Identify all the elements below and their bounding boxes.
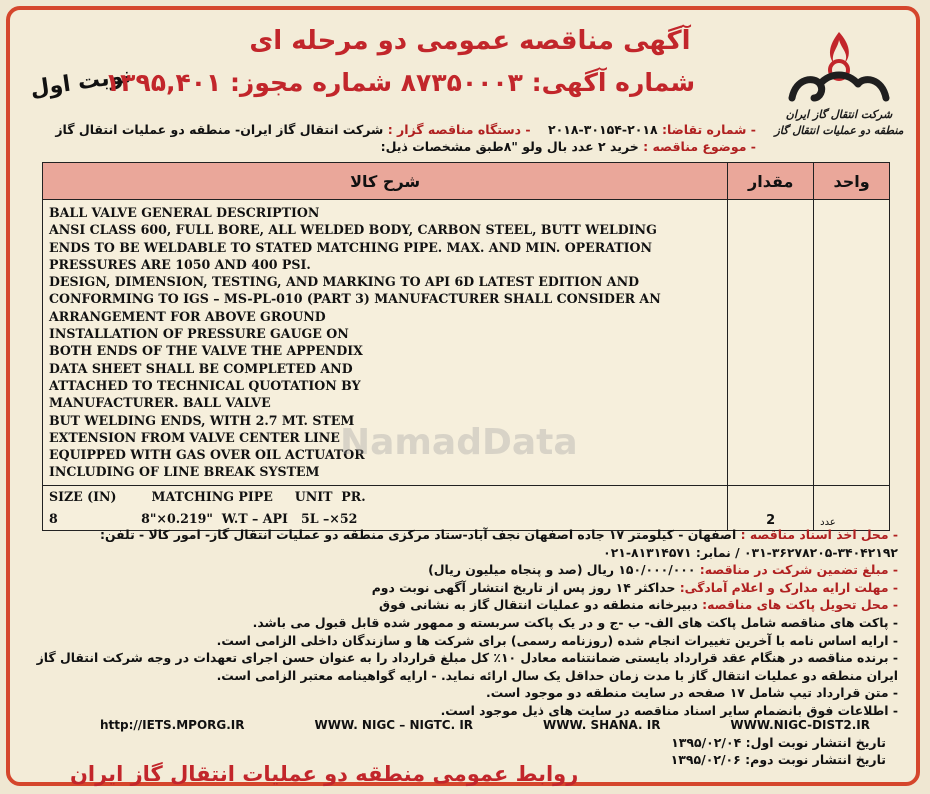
info-text: - برنده مناقصه در هنگام عقد قرارداد بایستی ضمانتنامه معادل ۱۰٪ کل مبلغ قرارداد را به عنوان حسن اجرای تعهدات در وجه شرکت انتقال گاز ایران منطقه دو عملیات انتقال گاز با مدت زمان حداقل یک سال ارائه نماید. - ارایه گواهینامه معتبر الزامی است. (36, 650, 898, 683)
request-value: ۲۰۱۸-۳۰۱۵۴-۲۰۱۸ (548, 122, 658, 137)
info-row (36, 702, 898, 720)
description-line: ENDS TO BE WELDABLE TO STATED MATCHING PIPE. MAX. AND MIN. OPERATION (49, 239, 653, 255)
description-line: DESIGN, DIMENSION, TESTING, AND MARKING TO API 6D LATEST EDITION AND (49, 274, 640, 290)
round-label: نوبت اول (28, 63, 133, 102)
table-header-row (43, 163, 890, 200)
size-cell (43, 485, 728, 530)
info-text: - پاکت های مناقصه شامل پاکت های الف- ب -ج و در یک پاکت سربسته و ممهور شده قابل قبول می باشد. (252, 614, 898, 630)
first-publication-date: تاریخ انتشار نوبت اول: ۱۳۹۵/۰۲/۰۴ (671, 735, 886, 750)
description-line: ATTACHED TO TECHNICAL QUOTATION BY (49, 377, 361, 393)
info-text: - ارایه اساس نامه با آخرین تغییرات انجام شده (روزنامه رسمی) برای شرکت ها و سازندگان داخلی الزامی است. (216, 632, 898, 648)
description-line: INSTALLATION OF PRESSURE GAUGE ON (49, 326, 349, 342)
description-line: BALL VALVE GENERAL DESCRIPTION (49, 205, 320, 220)
unit-value: عدد (814, 485, 890, 530)
meta-request-row (55, 122, 756, 137)
info-list (36, 526, 898, 720)
description-line: PRESSURES ARE 1050 AND 400 PSI. (49, 256, 311, 272)
website-link[interactable]: WWW.NIGC-DIST2.IR (730, 718, 870, 732)
info-row (36, 632, 898, 650)
meta-subject-row (381, 139, 756, 154)
quantity-cell-empty (728, 200, 814, 486)
website-link[interactable]: WWW. SHANA. IR (543, 718, 661, 732)
second-publication-date: تاریخ انتشار نوبت دوم: ۱۳۹۵/۰۲/۰۶ (670, 752, 886, 767)
subject-value: خرید ۲ عدد بال ولو "۸طبق مشخصات ذیل: (380, 139, 639, 154)
watermark-text: NamadData (340, 422, 578, 463)
flame-logo-icon (770, 28, 908, 106)
info-label: - مهلت ارایه مدارک و اعلام آمادگی: (679, 579, 898, 595)
info-row (36, 561, 898, 579)
company-logo (770, 28, 908, 140)
notice-page (6, 6, 920, 786)
description-line: DATA SHEET SHALL BE COMPLETED AND (49, 360, 353, 376)
size-line-1: SIZE (IN) MATCHING PIPE UNIT PR. (49, 488, 366, 504)
description-line: EQUIPPED WITH GAS OVER OIL ACTUATOR (49, 447, 365, 463)
info-text: حداکثر ۱۴ روز پس از تاریخ انتشار آگهی نوبت دوم (371, 579, 676, 595)
website-link[interactable]: http://IETS.MPORG.IR (100, 718, 245, 732)
items-table (42, 162, 890, 531)
logo-caption-1: شرکت انتقال گاز ایران (785, 108, 893, 121)
info-label: - مبلغ تضمین شرکت در مناقصه: (699, 562, 898, 578)
request-label: - شماره تقاضا: (662, 122, 756, 137)
description-line: CONFORMING TO IGS – MS-PL-010 (PART 3) MANUFACTURER SHALL CONSIDER AN (49, 291, 661, 307)
description-line: BUT WELDING ENDS, WITH 2.7 MT. STEM (49, 412, 355, 428)
info-text: اصفهان - کیلومتر ۱۷ جاده اصفهان نجف آباد-ستاد مرکزی منطقه دو عملیات انتقال گاز- امور کالا - تلفن: ۳۴۰۴۲۱۹۲-۳۶۲۷۸۲۰۵-۰۳۱ / نمابر: ۸۱۳۱۴۵۷۱-۰۲۱ (100, 527, 898, 560)
organizer-label: - دستگاه مناقصه گزار : (387, 122, 531, 137)
description-line: INCLUDING OF LINE BREAK SYSTEM (49, 464, 320, 480)
notice-number-line: شماره آگهی: ۸۷۳۵۰۰۰۳ شماره مجوز: ۱۳۹۵,۴۰۱ (104, 68, 696, 97)
description-line: ANSI CLASS 600, FULL BORE, ALL WELDED BODY, CARBON STEEL, BUTT WELDING (49, 222, 657, 238)
logo-caption-2: منطقه دو عملیات انتقال گاز (774, 124, 904, 137)
quantity-value: 2 (728, 485, 814, 530)
info-text: ۱۵۰/۰۰۰/۰۰۰ ریال (صد و پنجاه میلیون ریال) (428, 562, 696, 578)
description-line: EXTENSION FROM VALVE CENTER LINE (49, 429, 340, 445)
info-row (36, 684, 898, 702)
footer-signature: روابط عمومی منطقه دو عملیات انتقال گاز ایران (70, 762, 579, 786)
info-row (36, 614, 898, 632)
info-row (36, 526, 898, 561)
notice-title: آگهی مناقصه عمومی دو مرحله ای (249, 26, 691, 56)
description-line: MANUFACTURER. BALL VALVE (49, 395, 271, 411)
info-row (36, 649, 898, 684)
header-description: شرح کالا (43, 163, 728, 200)
info-label: - محل اخذ اسناد مناقصه : (740, 527, 898, 542)
info-text: - متن قرارداد تیپ شامل ۱۷ صفحه در سایت منطقه دو موجود است. (486, 685, 898, 701)
info-text: دبیرخانه منطقه دو عملیات انتقال گاز به نشانی فوق (379, 597, 698, 613)
website-list (100, 718, 870, 732)
subject-label: - موضوع مناقصه : (643, 139, 756, 154)
organizer-value: شرکت انتقال گاز ایران- منطقه دو عملیات انتقال گاز (55, 122, 384, 137)
description-line: ARRANGEMENT FOR ABOVE GROUND (49, 308, 326, 324)
table-row (43, 485, 890, 530)
info-row (36, 596, 898, 614)
description-line: BOTH ENDS OF THE VALVE THE APPENDIX (49, 343, 363, 359)
unit-cell-empty (814, 200, 890, 486)
header-unit: واحد (814, 163, 890, 200)
info-text: - اطلاعات فوق بانضمام سایر اسناد مناقصه در سایت های ذیل موجود است. (440, 702, 898, 718)
website-link[interactable]: WWW. NIGC – NIGTC. IR (314, 718, 474, 732)
publication-dates (671, 734, 886, 768)
size-line-2: 8 8"×0.219" W.T – API 5L –×52 (49, 510, 358, 526)
info-label: - محل تحویل پاکت های مناقصه: (702, 597, 898, 613)
header-quantity: مقدار (728, 163, 814, 200)
info-row (36, 579, 898, 597)
